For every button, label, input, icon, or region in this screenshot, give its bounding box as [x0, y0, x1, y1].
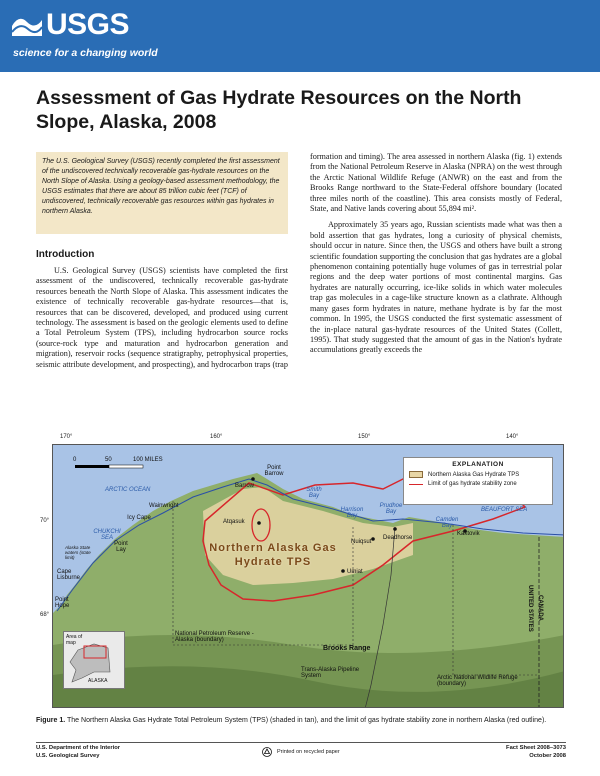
- label-kaktovik: Kaktovik: [457, 531, 480, 537]
- label-tps: Northern Alaska Gas Hydrate TPS: [209, 542, 337, 568]
- lon-label-170: 170°: [60, 434, 73, 440]
- intro-paragraph-2: Approximately 35 years ago, Russian scientists made what was then a bold assertion that gas hydrates, long a curiosity of physical chemists, should occur in nature. Since then, the USGS and others have built a strong scientific foundation supporting the conclusion that gas hydrates are a global phenomenon containing potentially huge volumes of gas in terrestrial polar regions and the deep water portions of most continental margins. Gas hydrates are naturally occurring, ice-like solids in which water molecules trap gas molecules in a cage-like structure known as a clathrate. Although many gases form hydrates in nature, methane hydrate is by far the most common. In 1995, the USGS conducted the first systematic assessment of the in-place natural gas-hydrate resources of the United States (Collett, 1995). That study suggested that the amount of gas in the Nation's hydrate accumulations greatly exceeds the: [310, 220, 562, 355]
- left-column: [36, 266, 288, 376]
- label-state-waters: Alaska State waters (state limit): [65, 545, 91, 560]
- map-legend: [403, 457, 553, 505]
- label-brooks-range: Brooks Range: [323, 645, 371, 652]
- right-column: [310, 152, 562, 362]
- inset-area-label: Area of map: [66, 634, 83, 646]
- label-nuiqsut: Nuiqsut: [351, 539, 372, 545]
- north-slope-map[interactable]: [52, 444, 564, 708]
- footer-divider: [36, 742, 566, 743]
- label-beaufort-sea: BEAUFORT SEA: [481, 507, 528, 513]
- lon-label-150: 150°: [358, 434, 371, 440]
- legend-title: EXPLANATION: [452, 461, 504, 468]
- introduction-heading: Introduction: [36, 249, 95, 260]
- figure-caption-text: The Northern Alaska Gas Hydrate Total Petroleum System (TPS) (shaded in tan), and the limit of gas hydrate stability zone in northern Alaska (red outline).: [67, 717, 547, 724]
- lat-label-70: 70°: [40, 518, 50, 524]
- fact-sheet-date: October 2008: [529, 753, 566, 759]
- label-npra: National Petroleum Reserve - Alaska (boundary): [175, 631, 254, 643]
- lat-label-68: 68°: [40, 612, 50, 618]
- scale-tick-100: 100 MILES: [133, 457, 163, 463]
- legend-item-tps: Northern Alaska Gas Hydrate TPS: [428, 471, 520, 478]
- label-united-states: UNITED STATES: [527, 585, 533, 632]
- label-anwr: Arctic National Wildlife Refuge (boundary): [437, 675, 518, 687]
- label-point-barrow: Point Barrow: [264, 465, 284, 477]
- lon-label-160: 160°: [210, 434, 223, 440]
- label-deadhorse: Deadhorse: [383, 535, 413, 541]
- label-icy-cape: Icy Cape: [127, 515, 151, 521]
- label-point-lay: Point Lay: [114, 541, 128, 553]
- scale-bar: [71, 457, 161, 473]
- usgs-banner: [0, 0, 600, 72]
- label-arctic-ocean: ARCTIC OCEAN: [105, 487, 151, 493]
- abstract-box: The U.S. Geological Survey (USGS) recently completed the first assessment of the undiscovered technically recoverable gas-hydrate resources on the North Slope of Alaska. Using a geology-based assessment methodology, the USGS estimates that there are about 85 trillion cubic feet (TCF) of undiscovered, technically recoverable gas resources within gas hydrates in northern Alaska.: [36, 152, 288, 234]
- inset-map: [63, 631, 125, 689]
- tps-swatch: [409, 471, 423, 478]
- intro-paragraph-1: U.S. Geological Survey (USGS) scientists have completed the first assessment of the undiscovered, technically recoverable gas-hydrate resources beneath the North Slope of Alaska. This assessment indicates the existence of technically recoverable gas-hydrate resources—that is, resources that can be discovered, developed, and produced using current technology. The assessment is based on the geologic elements used to define a Total Petroleum System (TPS), including hydrocarbon source rocks (source-rock type and maturation and hydrocarbon generation and migration), reservoir rocks (sequence stratigraphy, petrophysical properties, seismic attribute development, and prospecting), and hydrocarbon traps (trap: [36, 266, 288, 369]
- label-barrow: Barrow: [235, 483, 255, 489]
- footer-survey: U.S. Geological Survey: [36, 753, 100, 759]
- footer-dept: U.S. Department of the Interior: [36, 745, 121, 751]
- label-smith-bay: Smith Bay: [306, 487, 322, 499]
- label-cape-lisburne: Cape Lisburne: [57, 569, 81, 581]
- recycle-icon: [262, 747, 272, 757]
- scale-tick-0: 0: [73, 457, 77, 463]
- recycled-text: Printed on recycled paper: [277, 749, 340, 755]
- figure-caption: [36, 716, 566, 726]
- label-harrison-bay: Harrison Bay: [340, 507, 364, 519]
- label-canada: CANADA: [537, 595, 543, 621]
- label-atqasuk: Atqasuk: [223, 519, 245, 525]
- label-prudhoe-bay: Prudhoe Bay: [379, 503, 403, 515]
- agency-tagline: science for a changing world: [13, 47, 158, 59]
- label-point-hope: Point Hope: [55, 597, 70, 609]
- footer-recycled: [262, 747, 340, 757]
- usgs-logo[interactable]: [12, 10, 172, 62]
- label-wainwright: Wainwright: [149, 503, 179, 509]
- figure-caption-label: Figure 1.: [36, 717, 66, 724]
- agency-name: USGS: [46, 8, 130, 41]
- usgs-wave-icon: [12, 12, 42, 36]
- stability-line-swatch: [409, 484, 423, 485]
- fact-sheet-number: Fact Sheet 2008–3073: [506, 745, 566, 751]
- lon-label-140: 140°: [506, 434, 519, 440]
- intro-paragraph-1-continued: formation and timing). The area assessed in northern Alaska (fig. 1) extends from the National Petroleum Reserve in Alaska (NPRA) on the west through the Arctic National Wildlife Refuge (ANWR) on the east and from the Brooks Range northward to the State-Federal offshore boundary (located three miles north of the coastline). This area consists mostly of Federal, State, and Native lands covering about 55,894 mi².: [310, 152, 562, 214]
- label-camden-bay: Camden Bay: [435, 517, 459, 529]
- legend-item-limit: Limit of gas hydrate stability zone: [428, 481, 517, 487]
- page-title: Assessment of Gas Hydrate Resources on the North Slope, Alaska, 2008: [36, 87, 522, 133]
- inset-alaska-label: ALASKA: [88, 678, 108, 684]
- label-umiat: Umiat: [347, 569, 363, 575]
- footer-fact-sheet: [506, 744, 566, 760]
- label-taps: Trans-Alaska Pipeline System: [301, 667, 360, 679]
- footer-agency: [36, 744, 120, 760]
- scale-tick-50: 50: [105, 457, 112, 463]
- label-chukchi-sea: CHUKCHI SEA: [93, 529, 121, 541]
